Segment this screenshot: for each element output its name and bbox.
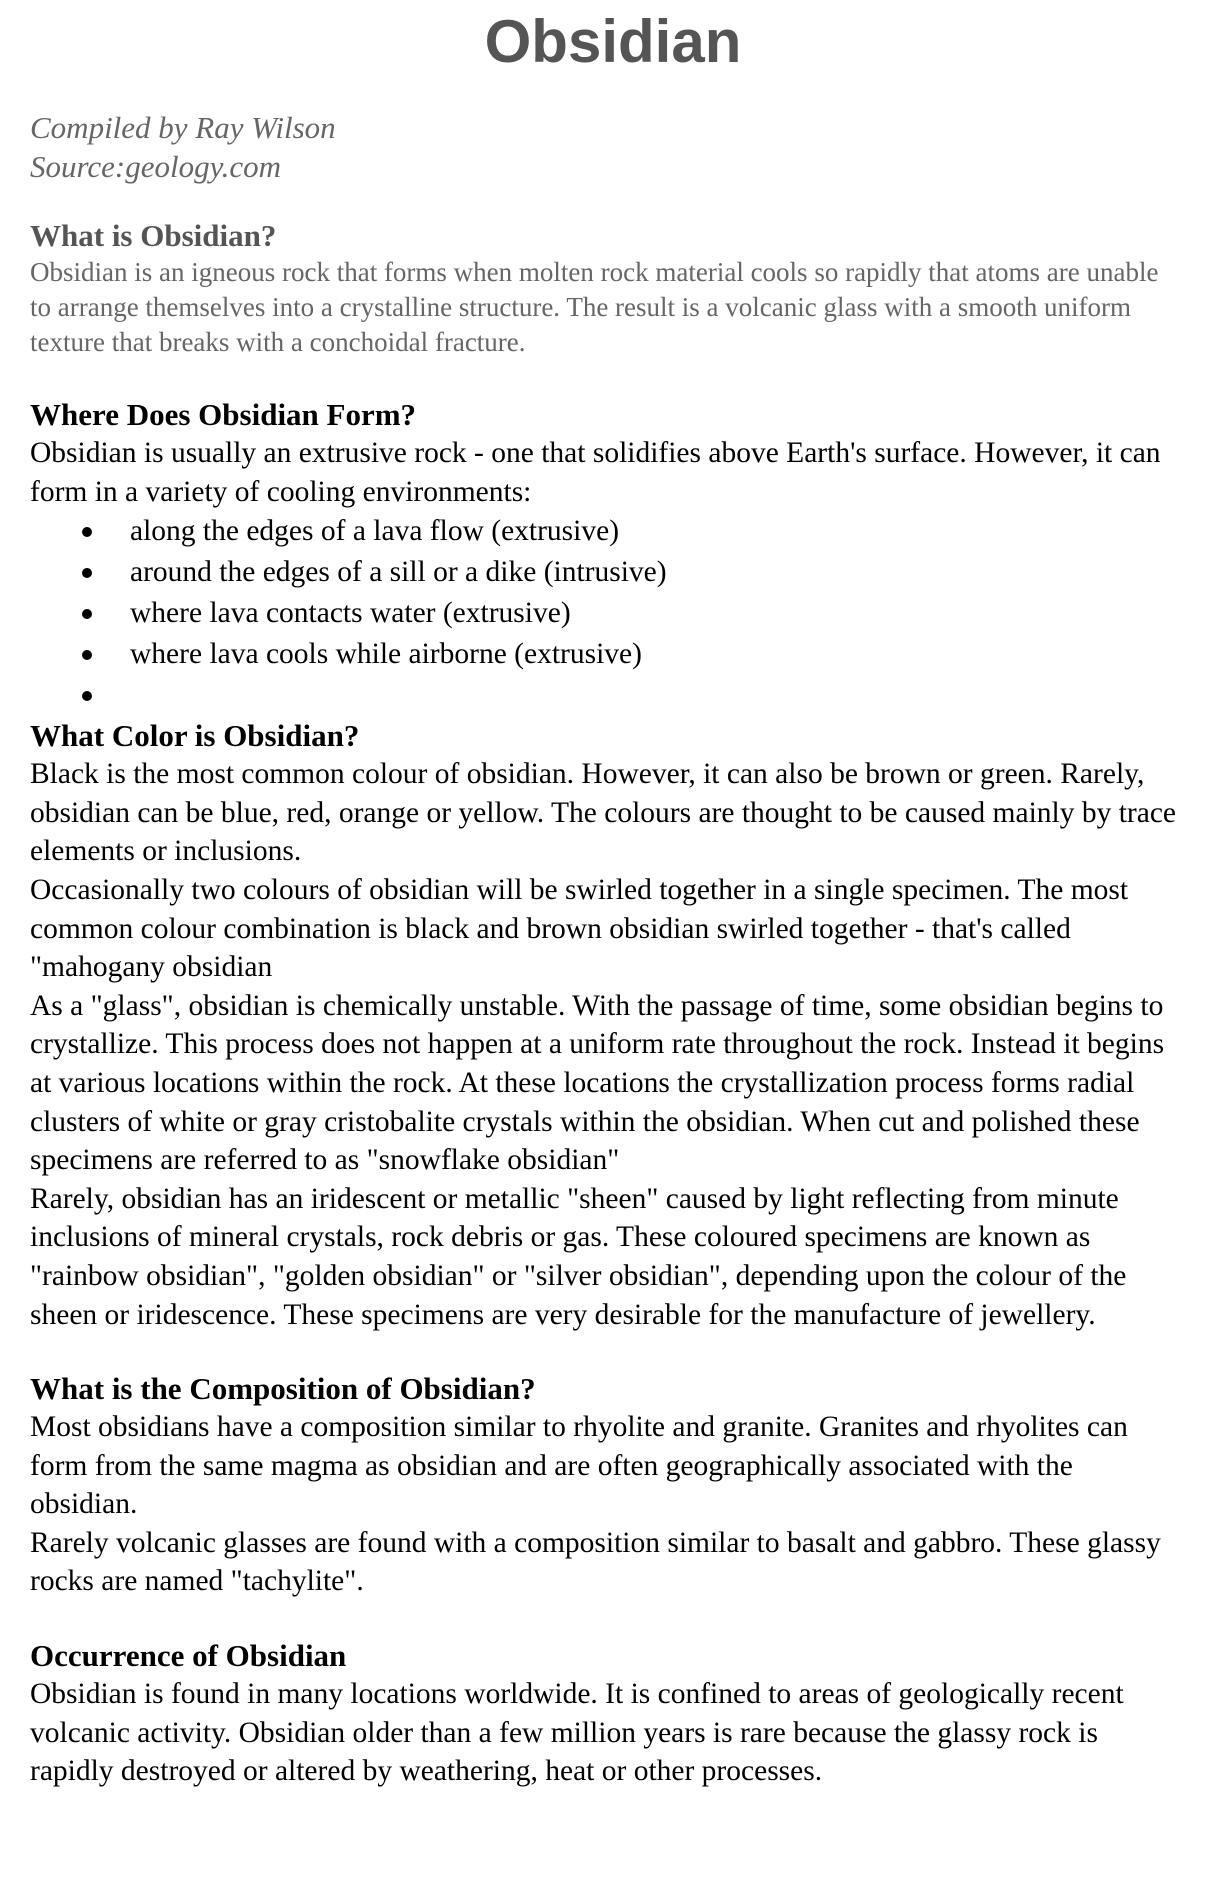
paragraph: Occasionally two colours of obsidian will be swirled together in a single specimen. The most common colour combination is black and brown obsidian swirled together - that's called "mahogany obsidian [30, 873, 1129, 984]
byline [30, 108, 1184, 186]
compiled-by: Compiled by Ray Wilson [30, 110, 336, 145]
environment-list [30, 511, 1184, 716]
section-heading: Occurrence of Obsidian [30, 1638, 347, 1674]
paragraph: Black is the most common colour of obsidian. However, it can also be brown or green. Rarely, obsidian can be blue, red, orange or yellow. The colours are thought to be caused mainly by trace elements or inclusions. [30, 758, 1177, 868]
section-what-is [30, 216, 1184, 360]
list-item-empty [130, 675, 1184, 716]
paragraph: Most obsidians have a composition similar to rhyolite and granite. Granites and rhyolites can form from the same magma as obsidian and are often geographically associated with the obsidian. [30, 1411, 1128, 1521]
paragraph: Rarely, obsidian has an iridescent or metallic "sheen" caused by light reflecting from minute inclusions of mineral crystals, rock debris or gas. These coloured specimens are known as "rainbow obsidian", "golden obsidian" or "silver obsidian", depending upon the colour of the sheen or iridescence. These specimens are very desirable for the manufacture of jewellery. [30, 1182, 1127, 1331]
section-composition [30, 1369, 1184, 1601]
page-title: Obsidian [484, 8, 742, 75]
list-item: where lava contacts water (extrusive) [130, 593, 1184, 634]
source-line: Source:geology.com [30, 149, 282, 184]
list-item: around the edges of a sill or a dike (intrusive) [130, 552, 1184, 593]
list-item: where lava cools while airborne (extrusive) [130, 634, 1184, 675]
section-occurrence [30, 1636, 1184, 1791]
paragraph: As a "glass", obsidian is chemically unstable. With the passage of time, some obsidian begins to crystallize. This process does not happen at a uniform rate throughout the rock. Instead it begins at various locations within the rock. At these locations the crystallization process forms radial clusters of white or gray cristobalite crystals within the obsidian. When cut and polished these specimens are referred to as "snowflake obsidian" [30, 989, 1165, 1177]
section-heading: Where Does Obsidian Form? [30, 397, 417, 432]
paragraph: Rarely volcanic glasses are found with a composition similar to basalt and gabbro. These glassy rocks are named "tachylite". [30, 1526, 1161, 1598]
section-heading: What is Obsidian? [30, 218, 277, 253]
paragraph: Obsidian is found in many locations worldwide. It is confined to areas of geologically recent volcanic activity. Obsidian older than a few million years is rare because the glassy rock is rapidly destroyed or altered by weathering, heat or other processes. [30, 1678, 1124, 1788]
paragraph: Obsidian is usually an extrusive rock - one that solidifies above Earth's surface. However, it can form in a variety of cooling environments: [30, 437, 1161, 508]
section-heading: What Color is Obsidian? [30, 718, 360, 754]
paragraph: Obsidian is an igneous rock that forms when molten rock material cools so rapidly that atoms are unable to arrange themselves into a crystalline structure. The result is a volcanic glass with a smooth uniform texture that breaks with a conchoidal fracture. [30, 257, 1159, 357]
section-color [30, 716, 1184, 1334]
list-item: along the edges of a lava flow (extrusive) [130, 511, 1184, 552]
section-heading: What is the Composition of Obsidian? [30, 1371, 536, 1407]
section-where-form [30, 395, 1184, 716]
